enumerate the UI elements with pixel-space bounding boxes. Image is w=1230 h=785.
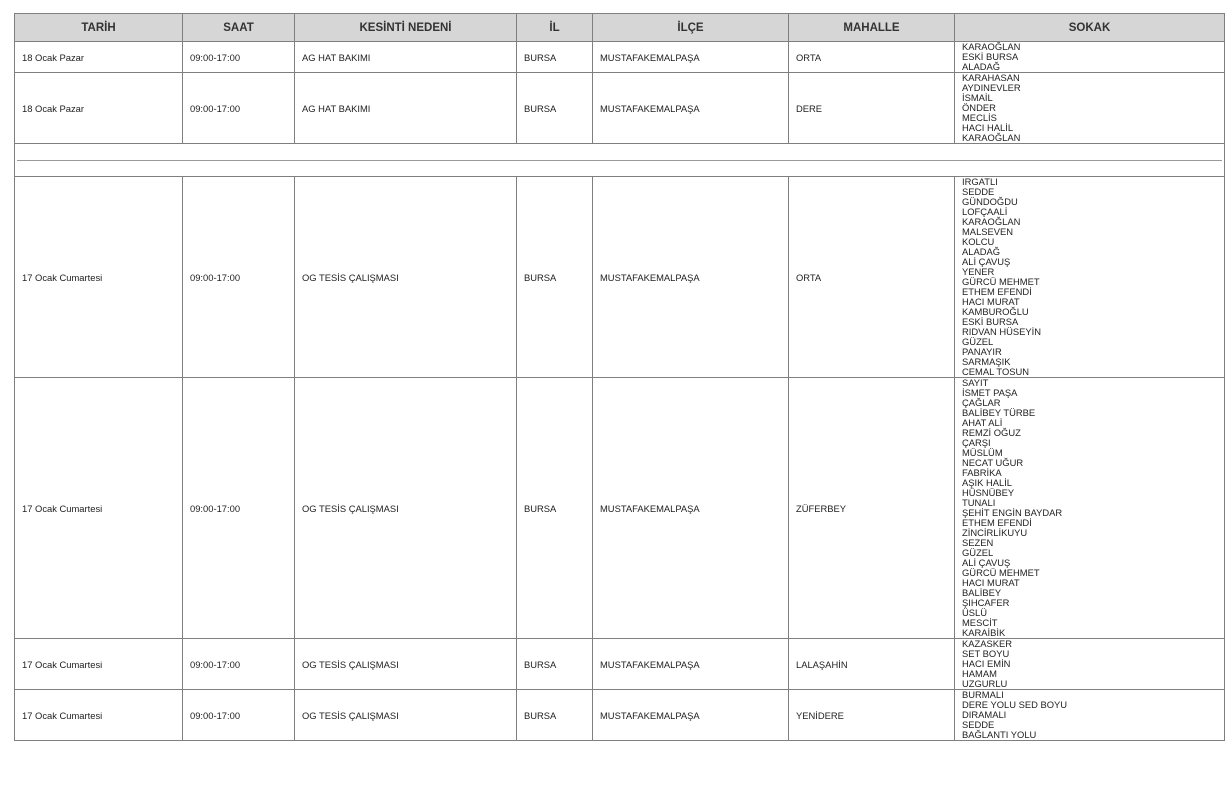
cell-time: 09:00-17:00	[183, 690, 295, 741]
street-item: KARAOĞLAN	[962, 132, 1021, 143]
cell-neighborhood: ORTA	[789, 42, 955, 73]
street-item: ÇAĞLAR	[962, 397, 1001, 408]
street-item: SET BOYU	[962, 648, 1010, 659]
table-row	[15, 690, 1225, 741]
cell-district: MUSTAFAKEMALPAŞA	[593, 73, 789, 144]
street-item: GÜRCÜ MEHMET	[962, 276, 1040, 287]
table-row	[15, 639, 1225, 690]
cell-neighborhood: ORTA	[789, 177, 955, 378]
header-reason: KESİNTİ NEDENİ	[295, 14, 517, 42]
table-row	[15, 42, 1225, 73]
street-item: DIRAMALI	[962, 709, 1007, 720]
street-item: KARAİBİK	[962, 627, 1006, 638]
street-item: ZİNCİRLİKUYU	[962, 527, 1028, 538]
cell-district: MUSTAFAKEMALPAŞA	[593, 42, 789, 73]
street-item: İSMET PAŞA	[962, 387, 1018, 398]
cell-date: 17 Ocak Cumartesi	[15, 177, 183, 378]
street-item: KOLCU	[962, 236, 995, 247]
street-item: SEDDE	[962, 719, 995, 730]
street-item: ESKİ BURSA	[962, 51, 1019, 62]
cell-province: BURSA	[517, 177, 593, 378]
cell-neighborhood: LALAŞAHİN	[789, 639, 955, 690]
street-item: AYDINEVLER	[962, 82, 1021, 93]
street-item: ETHEM EFENDİ	[962, 517, 1032, 528]
cell-neighborhood: DERE	[789, 73, 955, 144]
street-item: AHAT ALİ	[962, 417, 1003, 428]
street-item: MÜSLÜM	[962, 447, 1003, 458]
street-item: GÜNDOĞDU	[962, 196, 1018, 207]
cell-province: BURSA	[517, 73, 593, 144]
street-item: MESCİT	[962, 617, 998, 628]
street-item: GÜZEL	[962, 547, 994, 558]
street-item: HACI HALİL	[962, 122, 1014, 133]
cell-time: 09:00-17:00	[183, 378, 295, 639]
street-item: GÜRCÜ MEHMET	[962, 567, 1040, 578]
street-item: HACI MURAT	[962, 577, 1020, 588]
street-item: GÜZEL	[962, 336, 994, 347]
cell-streets	[955, 639, 1225, 690]
header-date: TARİH	[15, 14, 183, 42]
header-neighborhood: MAHALLE	[789, 14, 955, 42]
cell-reason: AG HAT BAKIMI	[295, 73, 517, 144]
street-item: KARAOĞLAN	[962, 216, 1021, 227]
power-outage-table	[14, 13, 1225, 741]
cell-reason: OG TESİS ÇALIŞMASI	[295, 177, 517, 378]
cell-province: BURSA	[517, 42, 593, 73]
cell-date: 18 Ocak Pazar	[15, 42, 183, 73]
street-item: KARAOĞLAN	[962, 41, 1021, 52]
street-item: HAMAM	[962, 668, 997, 679]
cell-province: BURSA	[517, 378, 593, 639]
header-district: İLÇE	[593, 14, 789, 42]
street-item: ALİ ÇAVUŞ	[962, 557, 1011, 568]
street-item: ALADAĞ	[962, 61, 1001, 72]
cell-streets	[955, 378, 1225, 639]
cell-date: 17 Ocak Cumartesi	[15, 639, 183, 690]
street-item: REMZİ OĞUZ	[962, 427, 1021, 438]
cell-date: 18 Ocak Pazar	[15, 73, 183, 144]
street-item: SEDDE	[962, 186, 995, 197]
street-item: KAMBUROĞLU	[962, 306, 1029, 317]
header-row	[15, 14, 1225, 42]
table-row	[15, 73, 1225, 144]
cell-streets	[955, 690, 1225, 741]
street-item: UZGURLU	[962, 678, 1008, 689]
cell-time: 09:00-17:00	[183, 639, 295, 690]
street-item: BURMALI	[962, 689, 1004, 700]
street-item: BALİBEY	[962, 587, 1002, 598]
cell-time: 09:00-17:00	[183, 42, 295, 73]
street-item: FABRİKA	[962, 467, 1002, 478]
table-row	[15, 378, 1225, 639]
table-row	[15, 177, 1225, 378]
cell-province: BURSA	[517, 639, 593, 690]
separator-row	[15, 144, 1225, 177]
cell-time: 09:00-17:00	[183, 177, 295, 378]
street-item: DERE YOLU SED BOYU	[962, 699, 1068, 710]
street-item: İSMAİL	[962, 92, 993, 103]
street-item: ALİ ÇAVUŞ	[962, 256, 1011, 267]
separator-cell	[15, 144, 1225, 177]
street-item: MALSEVEN	[962, 226, 1014, 237]
street-item: IRGATLI	[962, 176, 998, 187]
street-item: HACI MURAT	[962, 296, 1020, 307]
cell-district: MUSTAFAKEMALPAŞA	[593, 690, 789, 741]
cell-reason: AG HAT BAKIMI	[295, 42, 517, 73]
street-item: ÜSLÜ	[962, 607, 988, 618]
street-item: ETHEM EFENDİ	[962, 286, 1032, 297]
cell-district: MUSTAFAKEMALPAŞA	[593, 639, 789, 690]
cell-streets	[955, 42, 1225, 73]
street-item: ŞIHCAFER	[962, 597, 1010, 608]
street-item: MECLİS	[962, 112, 997, 123]
cell-streets	[955, 177, 1225, 378]
street-item: PANAYIR	[962, 346, 1002, 357]
header-province: İL	[517, 14, 593, 42]
cell-reason: OG TESİS ÇALIŞMASI	[295, 639, 517, 690]
cell-date: 17 Ocak Cumartesi	[15, 378, 183, 639]
cell-neighborhood: ZÜFERBEY	[789, 378, 955, 639]
cell-province: BURSA	[517, 690, 593, 741]
street-item: CEMAL TOSUN	[962, 366, 1030, 377]
cell-time: 09:00-17:00	[183, 73, 295, 144]
street-item: AŞIK HALİL	[962, 477, 1013, 488]
street-item: KARAHASAN	[962, 72, 1020, 83]
street-item: SAYIT	[962, 377, 989, 388]
street-item: ESKİ BURSA	[962, 316, 1019, 327]
street-item: HÜSNÜBEY	[962, 487, 1015, 498]
street-item: BAĞLANTI YOLU	[962, 729, 1037, 740]
cell-reason: OG TESİS ÇALIŞMASI	[295, 378, 517, 639]
street-item: BALİBEY TÜRBE	[962, 407, 1036, 418]
street-item: LOFÇAALİ	[962, 206, 1008, 217]
street-item: HACI EMİN	[962, 658, 1011, 669]
street-item: NECAT UĞUR	[962, 457, 1024, 468]
street-item: ÖNDER	[962, 102, 996, 113]
street-item: ŞEHİT ENGİN BAYDAR	[962, 507, 1063, 518]
street-item: TUNALI	[962, 497, 996, 508]
street-item: KAZASKER	[962, 638, 1013, 649]
street-item: YENER	[962, 266, 995, 277]
cell-district: MUSTAFAKEMALPAŞA	[593, 378, 789, 639]
cell-district: MUSTAFAKEMALPAŞA	[593, 177, 789, 378]
header-time: SAAT	[183, 14, 295, 42]
header-street: SOKAK	[955, 14, 1225, 42]
street-item: RIDVAN HÜSEYİN	[962, 326, 1042, 337]
cell-neighborhood: YENİDERE	[789, 690, 955, 741]
street-item: SARMAŞIK	[962, 356, 1011, 367]
cell-date: 17 Ocak Cumartesi	[15, 690, 183, 741]
cell-reason: OG TESİS ÇALIŞMASI	[295, 690, 517, 741]
street-item: SEZEN	[962, 537, 994, 548]
separator-line	[17, 160, 1222, 161]
street-item: ÇARŞI	[962, 437, 991, 448]
cell-streets	[955, 73, 1225, 144]
street-item: ALADAĞ	[962, 246, 1001, 257]
